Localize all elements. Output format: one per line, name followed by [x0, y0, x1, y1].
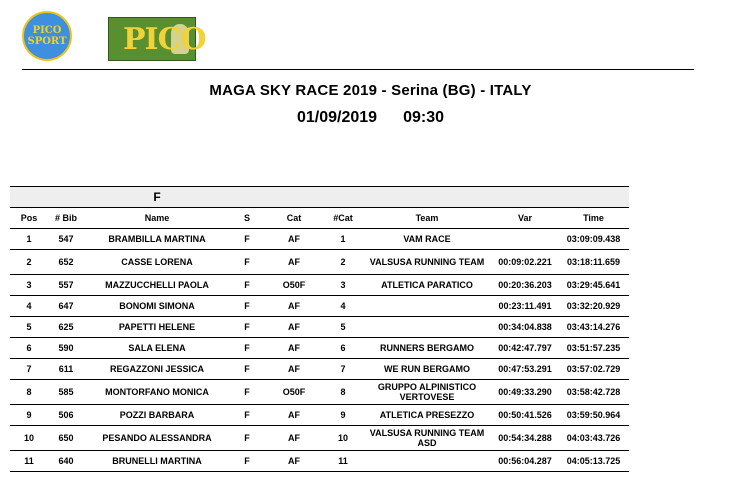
table-row [10, 296, 629, 317]
cell-cat-pos: 8 [324, 380, 362, 405]
table-row [10, 338, 629, 359]
cell-sex: F [230, 426, 264, 451]
cell-var: 00:54:34.288 [492, 426, 558, 451]
cell-var: 00:56:04.287 [492, 451, 558, 472]
cell-cat-pos: 3 [324, 275, 362, 296]
cell-bib: 506 [48, 405, 84, 426]
cell-var: 00:42:47.797 [492, 338, 558, 359]
cell-cat: AF [264, 317, 324, 338]
cell-var [492, 229, 558, 250]
cell-bib: 650 [48, 426, 84, 451]
table-row [10, 359, 629, 380]
category-label: F [84, 187, 230, 208]
cell-sex: F [230, 275, 264, 296]
cell-bib: 611 [48, 359, 84, 380]
cell-name: PESANDO ALESSANDRA [84, 426, 230, 451]
cell-name: PAPETTI HELENE [84, 317, 230, 338]
cell-team [362, 317, 492, 338]
cell-time: 03:18:11.659 [558, 250, 629, 275]
cell-time: 04:05:13.725 [558, 451, 629, 472]
cell-name: MONTORFANO MONICA [84, 380, 230, 405]
cell-name: REGAZZONI JESSICA [84, 359, 230, 380]
cell-team: ATLETICA PARATICO [362, 275, 492, 296]
cell-var: 00:23:11.491 [492, 296, 558, 317]
cell-pos: 6 [10, 338, 48, 359]
cell-name: BRAMBILLA MARTINA [84, 229, 230, 250]
cell-time: 04:03:43.726 [558, 426, 629, 451]
cell-sex: F [230, 359, 264, 380]
table-row [10, 275, 629, 296]
cell-team: VALSUSA RUNNING TEAM [362, 250, 492, 275]
cell-pos: 4 [10, 296, 48, 317]
pico-logo-text: PICO [123, 22, 206, 57]
cell-name: CASSE LORENA [84, 250, 230, 275]
cell-cat: O50F [264, 275, 324, 296]
table-row [10, 229, 629, 250]
cell-time: 03:43:14.276 [558, 317, 629, 338]
cell-sex: F [230, 338, 264, 359]
cell-team: GRUPPO ALPINISTICO VERTOVESE [362, 380, 492, 405]
cell-team: VALSUSA RUNNING TEAM ASD [362, 426, 492, 451]
race-time: 09:30 [403, 109, 444, 126]
cell-time: 03:59:50.964 [558, 405, 629, 426]
cell-bib: 547 [48, 229, 84, 250]
cell-pos: 10 [10, 426, 48, 451]
cell-cat: AF [264, 426, 324, 451]
cell-pos: 7 [10, 359, 48, 380]
pico-logo [108, 17, 206, 61]
cell-var: 00:50:41.526 [492, 405, 558, 426]
col-cat: Cat [264, 208, 324, 229]
cell-team: ATLETICA PRESEZZO [362, 405, 492, 426]
cell-sex: F [230, 317, 264, 338]
cell-cat: AF [264, 405, 324, 426]
cell-team: RUNNERS BERGAMO [362, 338, 492, 359]
cell-cat: O50F [264, 380, 324, 405]
cell-cat: AF [264, 359, 324, 380]
cell-cat: AF [264, 296, 324, 317]
cell-cat: AF [264, 338, 324, 359]
cell-cat-pos: 9 [324, 405, 362, 426]
table-row [10, 380, 629, 405]
page-title: MAGA SKY RACE 2019 - Serina (BG) - ITALY [209, 82, 532, 99]
cell-time: 03:32:20.929 [558, 296, 629, 317]
col-cat-pos: #Cat [324, 208, 362, 229]
table-row [10, 405, 629, 426]
cell-pos: 3 [10, 275, 48, 296]
table-row [10, 250, 629, 275]
category-row [10, 187, 629, 208]
cell-cat-pos: 4 [324, 296, 362, 317]
cell-bib: 625 [48, 317, 84, 338]
cell-var: 00:20:36.203 [492, 275, 558, 296]
cell-team: WE RUN BERGAMO [362, 359, 492, 380]
header-divider [22, 69, 694, 70]
cell-name: POZZI BARBARA [84, 405, 230, 426]
header-row [10, 208, 629, 229]
cell-time: 03:57:02.729 [558, 359, 629, 380]
cell-cat-pos: 1 [324, 229, 362, 250]
cell-sex: F [230, 229, 264, 250]
cell-pos: 5 [10, 317, 48, 338]
cell-bib: 640 [48, 451, 84, 472]
cell-pos: 1 [10, 229, 48, 250]
pico-sport-logo [22, 11, 72, 61]
cell-cat-pos: 2 [324, 250, 362, 275]
cell-sex: F [230, 250, 264, 275]
cell-sex: F [230, 405, 264, 426]
cell-pos: 2 [10, 250, 48, 275]
cell-time: 03:29:45.641 [558, 275, 629, 296]
cell-cat: AF [264, 229, 324, 250]
cell-bib: 647 [48, 296, 84, 317]
cell-cat-pos: 10 [324, 426, 362, 451]
cell-name: SALA ELENA [84, 338, 230, 359]
cell-cat-pos: 6 [324, 338, 362, 359]
cell-cat-pos: 5 [324, 317, 362, 338]
cell-var: 00:09:02.221 [492, 250, 558, 275]
col-pos: Pos [10, 208, 48, 229]
cell-sex: F [230, 296, 264, 317]
cell-sex: F [230, 380, 264, 405]
col-sex: S [230, 208, 264, 229]
cell-cat-pos: 7 [324, 359, 362, 380]
race-datetime [0, 109, 741, 127]
cell-team [362, 296, 492, 317]
table-row [10, 451, 629, 472]
table-row [10, 426, 629, 451]
cell-bib: 557 [48, 275, 84, 296]
cell-name: MAZZUCCHELLI PAOLA [84, 275, 230, 296]
cell-name: BRUNELLI MARTINA [84, 451, 230, 472]
cell-var: 00:49:33.290 [492, 380, 558, 405]
cell-bib: 652 [48, 250, 84, 275]
cell-cat-pos: 11 [324, 451, 362, 472]
col-time: Time [558, 208, 629, 229]
cell-bib: 585 [48, 380, 84, 405]
cell-cat: AF [264, 250, 324, 275]
col-name: Name [84, 208, 230, 229]
cell-time: 03:09:09.438 [558, 229, 629, 250]
race-date: 01/09/2019 [297, 109, 378, 126]
cell-pos: 9 [10, 405, 48, 426]
results-table [10, 186, 629, 472]
cell-var: 00:34:04.838 [492, 317, 558, 338]
table-row [10, 317, 629, 338]
cell-name: BONOMI SIMONA [84, 296, 230, 317]
cell-sex: F [230, 451, 264, 472]
cell-time: 03:51:57.235 [558, 338, 629, 359]
cell-pos: 11 [10, 451, 48, 472]
col-team: Team [362, 208, 492, 229]
col-var: Var [492, 208, 558, 229]
cell-pos: 8 [10, 380, 48, 405]
logo-line-2: SPORT [27, 36, 67, 47]
cell-team: VAM RACE [362, 229, 492, 250]
logo-line-1: PICO [32, 25, 62, 36]
cell-time: 03:58:42.728 [558, 380, 629, 405]
col-bib: # Bib [48, 208, 84, 229]
cell-var: 00:47:53.291 [492, 359, 558, 380]
cell-cat: AF [264, 451, 324, 472]
cell-bib: 590 [48, 338, 84, 359]
cell-team [362, 451, 492, 472]
